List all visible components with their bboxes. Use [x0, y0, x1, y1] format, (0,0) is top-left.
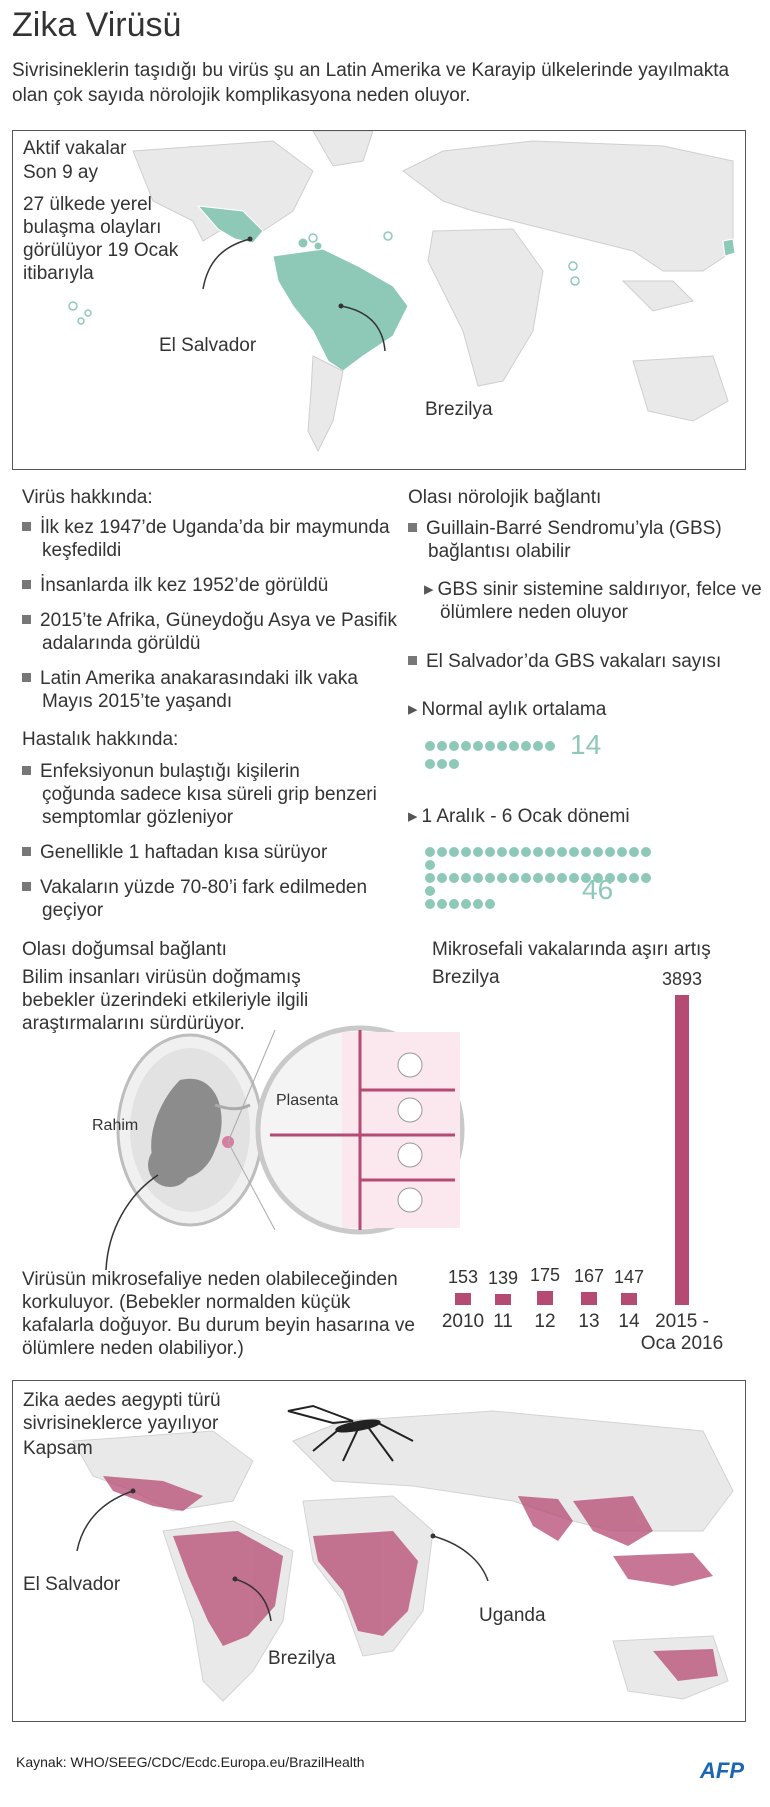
- bar-value-label: 3893: [661, 969, 703, 989]
- active-cases-map-panel: [12, 130, 746, 470]
- mosquito-map-heading: Zika aedes aegypti türü sivrisineklerce yayılıyor: [23, 1390, 221, 1434]
- bar-category-label: [637, 1311, 727, 1355]
- normal-average-label: ▸ Normal aylık ortalama: [408, 698, 606, 721]
- virus-item: İlk kez 1947’de Uganda’da bir maymunda keşfedildi: [22, 516, 402, 562]
- neuro-heading: Olası nörolojik bağlantı: [408, 487, 602, 508]
- virus-heading: Virüs hakkında:: [22, 487, 153, 508]
- bar-value-label: 139: [487, 1267, 519, 1288]
- page-subtitle: Sivrisineklerin taşıdığı bu virüs şu an Latin Amerika ve Karayip ülkelerinde yayılmakta olan çok sayıda nörolojik komplikasyona neden oluyor.: [12, 60, 730, 106]
- period-value: 46: [582, 874, 614, 905]
- bar-14: [621, 1293, 637, 1305]
- map1-label-el-salvador: El Salvador: [159, 335, 257, 356]
- chart-title: Mikrosefali vakalarında aşırı artış: [432, 939, 711, 960]
- map2-label-uganda: Uganda: [479, 1605, 546, 1626]
- bar-13: [581, 1292, 597, 1305]
- map1-label-brazil: Brezilya: [425, 399, 493, 420]
- disease-list: [22, 760, 377, 922]
- period-label: ▸ 1 Aralık - 6 Ocak dönemi: [408, 805, 630, 828]
- disease-item: Vakaların yüzde 70-80’i fark edilmeden geçiyor: [22, 876, 377, 922]
- bar-category-line: Oca 2016: [640, 1333, 724, 1354]
- active-cases-world-map: [13, 131, 745, 469]
- virus-item: İnsanlarda ilk kez 1952’de görüldü: [22, 574, 402, 597]
- period-dots: [425, 846, 655, 911]
- neuro-sub-gbs: ▸ GBS sinir sistemine saldırıyor, felce ve ölümlere neden oluyor: [424, 578, 770, 624]
- bar-category-line: 2015 -: [655, 1311, 709, 1332]
- virus-item: 2015’te Afrika, Güneydoğu Asya ve Pasifik adalarında görüldü: [22, 609, 402, 655]
- chart-subtitle: Brezilya: [432, 967, 500, 988]
- disease-item: Enfeksiyonun bulaştığı kişilerin çoğunda sadece kısa süreli grip benzeri semptomlar gözleniyor: [22, 760, 377, 829]
- map2-label-el-salvador: El Salvador: [23, 1574, 121, 1595]
- bar-12: [537, 1291, 553, 1305]
- mosquito-map-sub: Kapsam: [23, 1438, 93, 1459]
- congenital-heading: Olası doğumsal bağlantı: [22, 939, 227, 960]
- bar-category-line: 13: [578, 1311, 600, 1332]
- virus-list: [22, 516, 402, 713]
- bar-value-label: 175: [529, 1265, 561, 1286]
- bar-value-label: 153: [447, 1266, 479, 1287]
- normal-average-dots: [425, 738, 565, 774]
- bar-2015-oca-2016: [675, 995, 689, 1305]
- neuro-item-gbs: Guillain-Barré Sendromu’yla (GBS) bağlantısı olabilir: [408, 517, 770, 563]
- active-cases-description: 27 ülkede yerel bulaşma olayları görülüyor 19 Ocak itibarıyla: [23, 194, 179, 284]
- bar-category-line: 12: [534, 1311, 556, 1332]
- normal-average-value: 14: [570, 729, 602, 760]
- bar-value-label: 147: [613, 1267, 645, 1288]
- bar-2010: [455, 1293, 471, 1305]
- bar-category-line: 14: [618, 1311, 640, 1332]
- source-credit: Kaynak: WHO/SEEG/CDC/Ecdc.Europa.eu/BrazilHealth: [16, 1754, 365, 1770]
- microcephaly-caption: Virüsün mikrosefaliye neden olabileceğinden korkuluyor. (Bebekler normalden küçük kafalarla doğuyor. Bu durum beyin hasarına ve ölümlere neden olabiliyor.): [22, 1269, 415, 1359]
- virus-item: Latin Amerika anakarasındaki ilk vaka Mayıs 2015’te yaşandı: [22, 667, 402, 713]
- uterus-leader-line: [98, 1170, 178, 1280]
- disease-item: Genellikle 1 haftadan kısa sürüyor: [22, 841, 377, 864]
- label-uterus: Rahim: [92, 1117, 139, 1134]
- mosquito-map-panel: [12, 1380, 746, 1722]
- congenital-text: Bilim insanları virüsün doğmamış bebekler üzerindeki etkileriyle ilgili araştırmalarını sürdürüyor.: [22, 967, 309, 1034]
- bar-category-line: 2010: [441, 1311, 485, 1332]
- disease-heading: Hastalık hakkında:: [22, 729, 179, 750]
- afp-logo: AFP: [700, 1758, 744, 1783]
- neuro-item-cases: El Salvador’da GBS vakaları sayısı: [408, 650, 721, 673]
- map2-label-brazil: Brezilya: [268, 1648, 336, 1669]
- bar-value-label: 167: [573, 1265, 605, 1286]
- page-title: Zika Virüsü: [12, 6, 182, 44]
- active-cases-period: Son 9 ay: [23, 162, 98, 183]
- bar-category-line: 11: [493, 1311, 513, 1332]
- label-placenta: Plasenta: [276, 1092, 339, 1109]
- active-cases-heading: Aktif vakalar: [23, 138, 127, 159]
- bar-11: [495, 1294, 511, 1305]
